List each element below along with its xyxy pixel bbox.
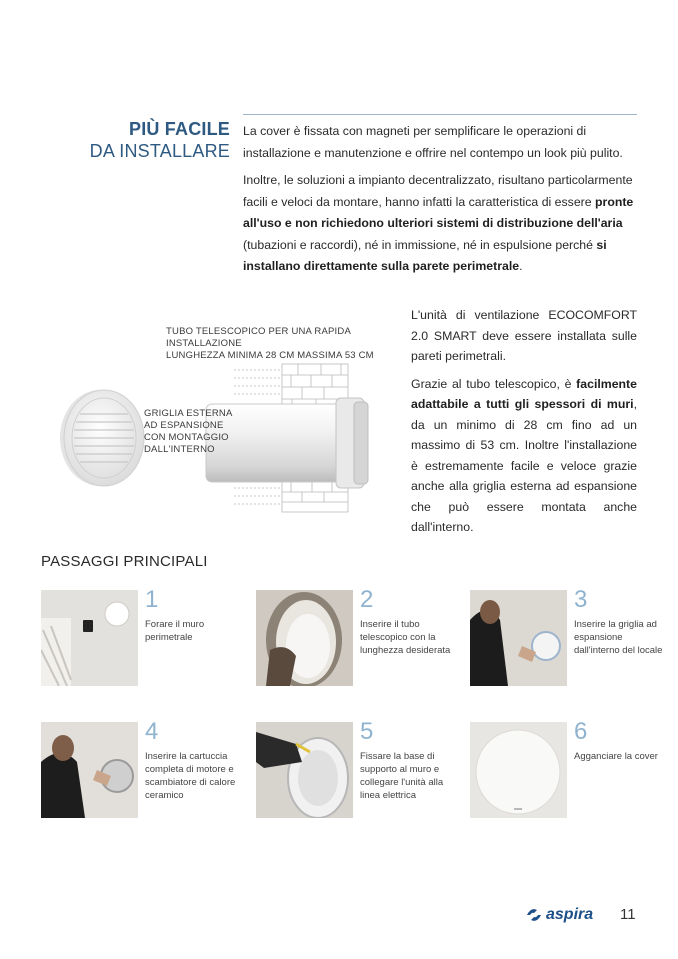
intro-bold-span: si installano direttamente sulla parete perimetrale	[243, 237, 607, 273]
side-paragraph-1: L'unità di ventilazione ECOCOMFORT 2.0 SMART deve essere installata sulle pareti perimetrali.	[411, 308, 637, 363]
step-4	[41, 718, 241, 822]
intro-text	[243, 121, 639, 284]
tube-caption	[166, 326, 406, 362]
step-photo	[470, 722, 567, 818]
grill-caption-line: DALL'INTERNO	[144, 444, 215, 455]
step-number: 1	[145, 586, 159, 613]
step-6	[470, 718, 670, 822]
side-paragraph-2	[411, 374, 637, 538]
brand-name: aspira	[546, 906, 594, 923]
steps-title: PASSAGGI PRINCIPALI	[41, 553, 208, 570]
step-3	[470, 586, 670, 690]
step-description: Inserire la cartuccia completa di motore e scambiatore di calore ceramico	[145, 751, 236, 801]
step-1	[41, 586, 241, 690]
step-number: 2	[360, 586, 374, 613]
step-photo	[256, 590, 353, 686]
step-photo	[41, 722, 138, 818]
intro-text-span: Inoltre, le soluzioni a impianto decentralizzato, risultano particolarmente facili e veloci da montare, hanno infatti la caratteristica di essere	[243, 173, 633, 209]
grill-caption-line: GRIGLIA ESTERNA	[144, 408, 233, 419]
step-description: Inserire il tubo telescopico con la lunghezza desiderata	[360, 619, 451, 656]
step-photo	[41, 590, 138, 686]
external-grill	[60, 390, 144, 486]
divider	[243, 114, 637, 115]
step-5	[256, 718, 456, 822]
grill-caption-line: AD ESPANSIONE	[144, 420, 224, 431]
tube-caption-line: TUBO TELESCOPICO PER UNA RAPIDA INSTALLAZIONE	[166, 326, 351, 349]
brand-mark-icon	[525, 907, 543, 923]
step-description: Inserire la griglia ad espansione dall'interno del locale	[574, 619, 663, 656]
step-2	[256, 586, 456, 690]
page-number: 11	[620, 906, 636, 923]
section-heading	[60, 118, 230, 162]
heading-line-2: DA INSTALLARE	[89, 141, 230, 161]
grill-caption-line: CON MONTAGGIO	[144, 432, 229, 443]
intro-text-span: .	[519, 259, 523, 273]
side-text-span: Grazie al tubo telescopico, è	[411, 376, 577, 391]
tube-caption-line: LUNGHEZZA MINIMA 28 CM MASSIMA 53 CM	[166, 350, 374, 361]
intro-bold-span: pronte all'uso e non richiedono ulteriori sistemi di distribuzione dell'aria	[243, 194, 634, 230]
step-number: 5	[360, 718, 374, 745]
intro-paragraph-2	[243, 170, 639, 278]
heading-line-1: PIÙ FACILE	[128, 119, 230, 139]
step-number: 3	[574, 586, 588, 613]
step-photo	[256, 722, 353, 818]
side-text-span: , da un minimo di 28 cm fino ad un massimo di 53 cm. Inoltre l'installazione è estremamente facile e veloce grazie anche alla griglia esterna ad espansione che può essere montata anche dall'interno.	[411, 397, 637, 534]
brand-logo	[525, 906, 593, 924]
step-photo	[470, 590, 567, 686]
step-number: 4	[145, 718, 159, 745]
step-description: Fissare la base di supporto al muro e collegare l'unità alla linea elettrica	[360, 751, 444, 801]
intro-paragraph-1: La cover è fissata con magneti per semplificare le operazioni di installazione e manutenzione e offrire nel contempo un look più pulito.	[243, 124, 623, 160]
grill-caption	[144, 408, 244, 456]
product-illustration	[36, 320, 400, 530]
step-number: 6	[574, 718, 588, 745]
side-text	[411, 305, 637, 545]
side-bold-span: facilmente adattabile a tutti gli spessori di muri	[411, 376, 637, 411]
intro-text-span: (tubazioni e raccordi), né in immissione, né in espulsione perché	[243, 237, 597, 252]
step-description: Forare il muro perimetrale	[145, 619, 205, 643]
step-description: Agganciare la cover	[574, 751, 658, 762]
